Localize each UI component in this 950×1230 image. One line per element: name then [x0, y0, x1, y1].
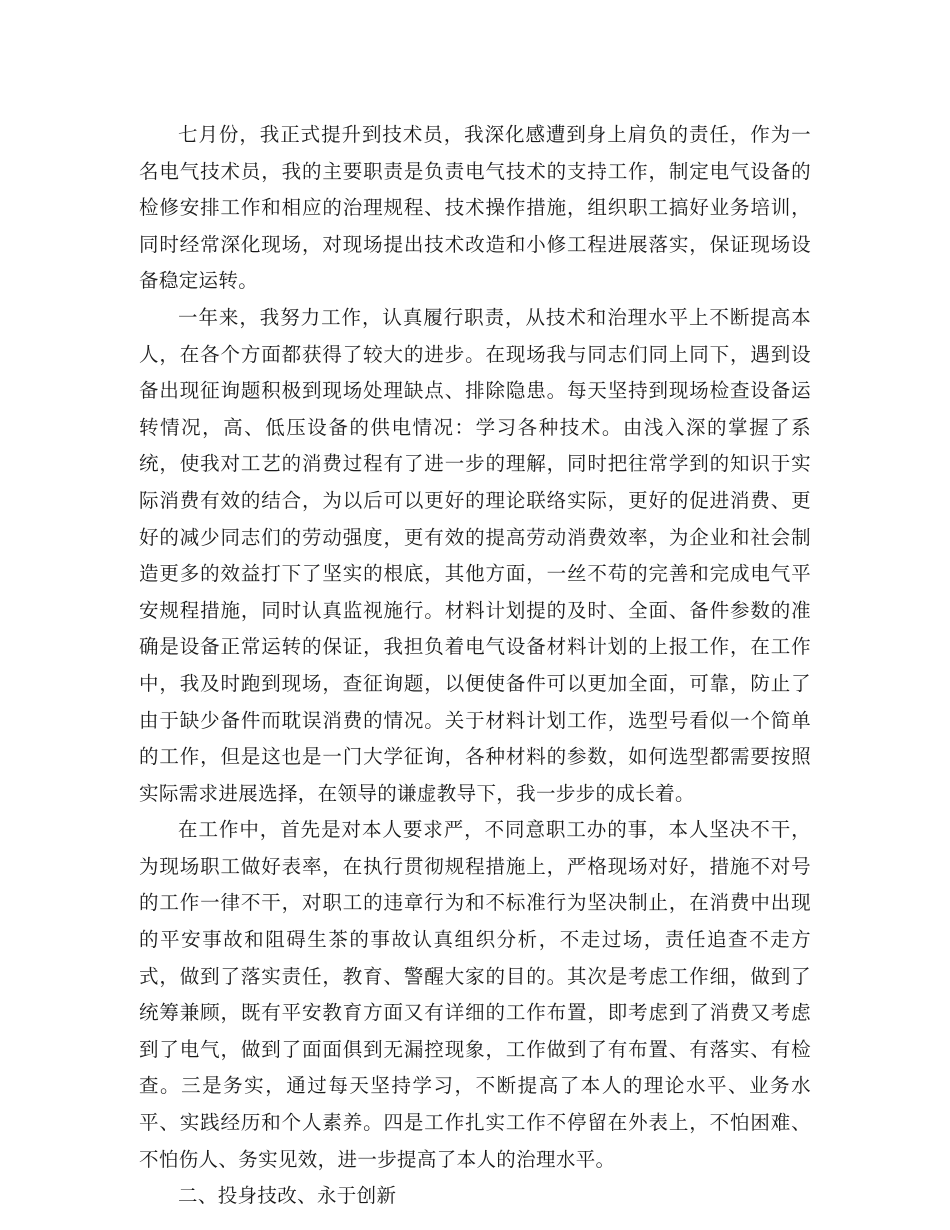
- section-heading: 二、投身技改、永于创新: [178, 1184, 397, 1208]
- paragraph-3: 在工作中，首先是对本人要求严，不同意职工办的事，本人坚决不干，为现场职工做好表率，在执行贯彻规程措施上，严格现场对好，措施不对号的工作一律不干，对职工的违章行为和不标准行为坚决制止，在消费中出现的平安事故和阻碍生茶的事故认真组织分析，不走过场，责任追查不走方式，做到了落实责任，教育、警醒大家的目的。其次是考虑工作细，做到了统筹兼顾，既有平安教育方面又有详细的工作布置，即考虑到了消费又考虑到了电气，做到了面面俱到无漏控现象，工作做到了有布置、有落实、有检查。三是务实，通过每天坚持学习，不断提高了本人的理论水平、业务水平、实践经历和个人素养。四是工作扎实工作不停留在外表上，不怕困难、不怕伤人、务实见效，进一步提高了本人的治理水平。: [139, 818, 811, 1171]
- paragraph-2: 一年来，我努力工作，认真履行职责，从技术和治理水平上不断提高本人，在各个方面都获得了较大的进步。在现场我与同志们同上同下，遇到设备出现征询题积极到现场处理缺点、排除隐患。每天坚持到现场检查设备运转情况，高、低压设备的供电情况：学习各种技术。由浅入深的掌握了系统，使我对工艺的消费过程有了进一步的理解，同时把往常学到的知识于实际消费有效的结合，为以后可以更好的理论联络实际，更好的促进消费、更好的减少同志们的劳动强度，更有效的提高劳动消费效率，为企业和社会制造更多的效益打下了坚实的根底，其他方面，一丝不苟的完善和完成电气平安规程措施，同时认真监视施行。材料计划提的及时、全面、备件参数的准确是设备正常运转的保证，我担负着电气设备材料计划的上报工作，在工作中，我及时跑到现场，查征询题，以便使备件可以更加全面，可靠，防止了由于缺少备件而耽误消费的情况。关于材料计划工作，选型号看似一个简单的工作，但是这也是一门大学征询，各种材料的参数，如何选型都需要按照实际需求进展选择，在领导的谦虚教导下，我一步步的成长着。: [139, 305, 811, 805]
- document-body: [139, 117, 811, 1215]
- paragraph-1: 七月份，我正式提升到技术员，我深化感遭到身上肩负的责任，作为一名电气技术员，我的主要职责是负责电气技术的支持工作，制定电气设备的检修安排工作和相应的治理规程、技术操作措施，组织职工搞好业务培训，同时经常深化现场，对现场提出技术改造和小修工程进展落实，保证现场设备稳定运转。: [139, 123, 811, 293]
